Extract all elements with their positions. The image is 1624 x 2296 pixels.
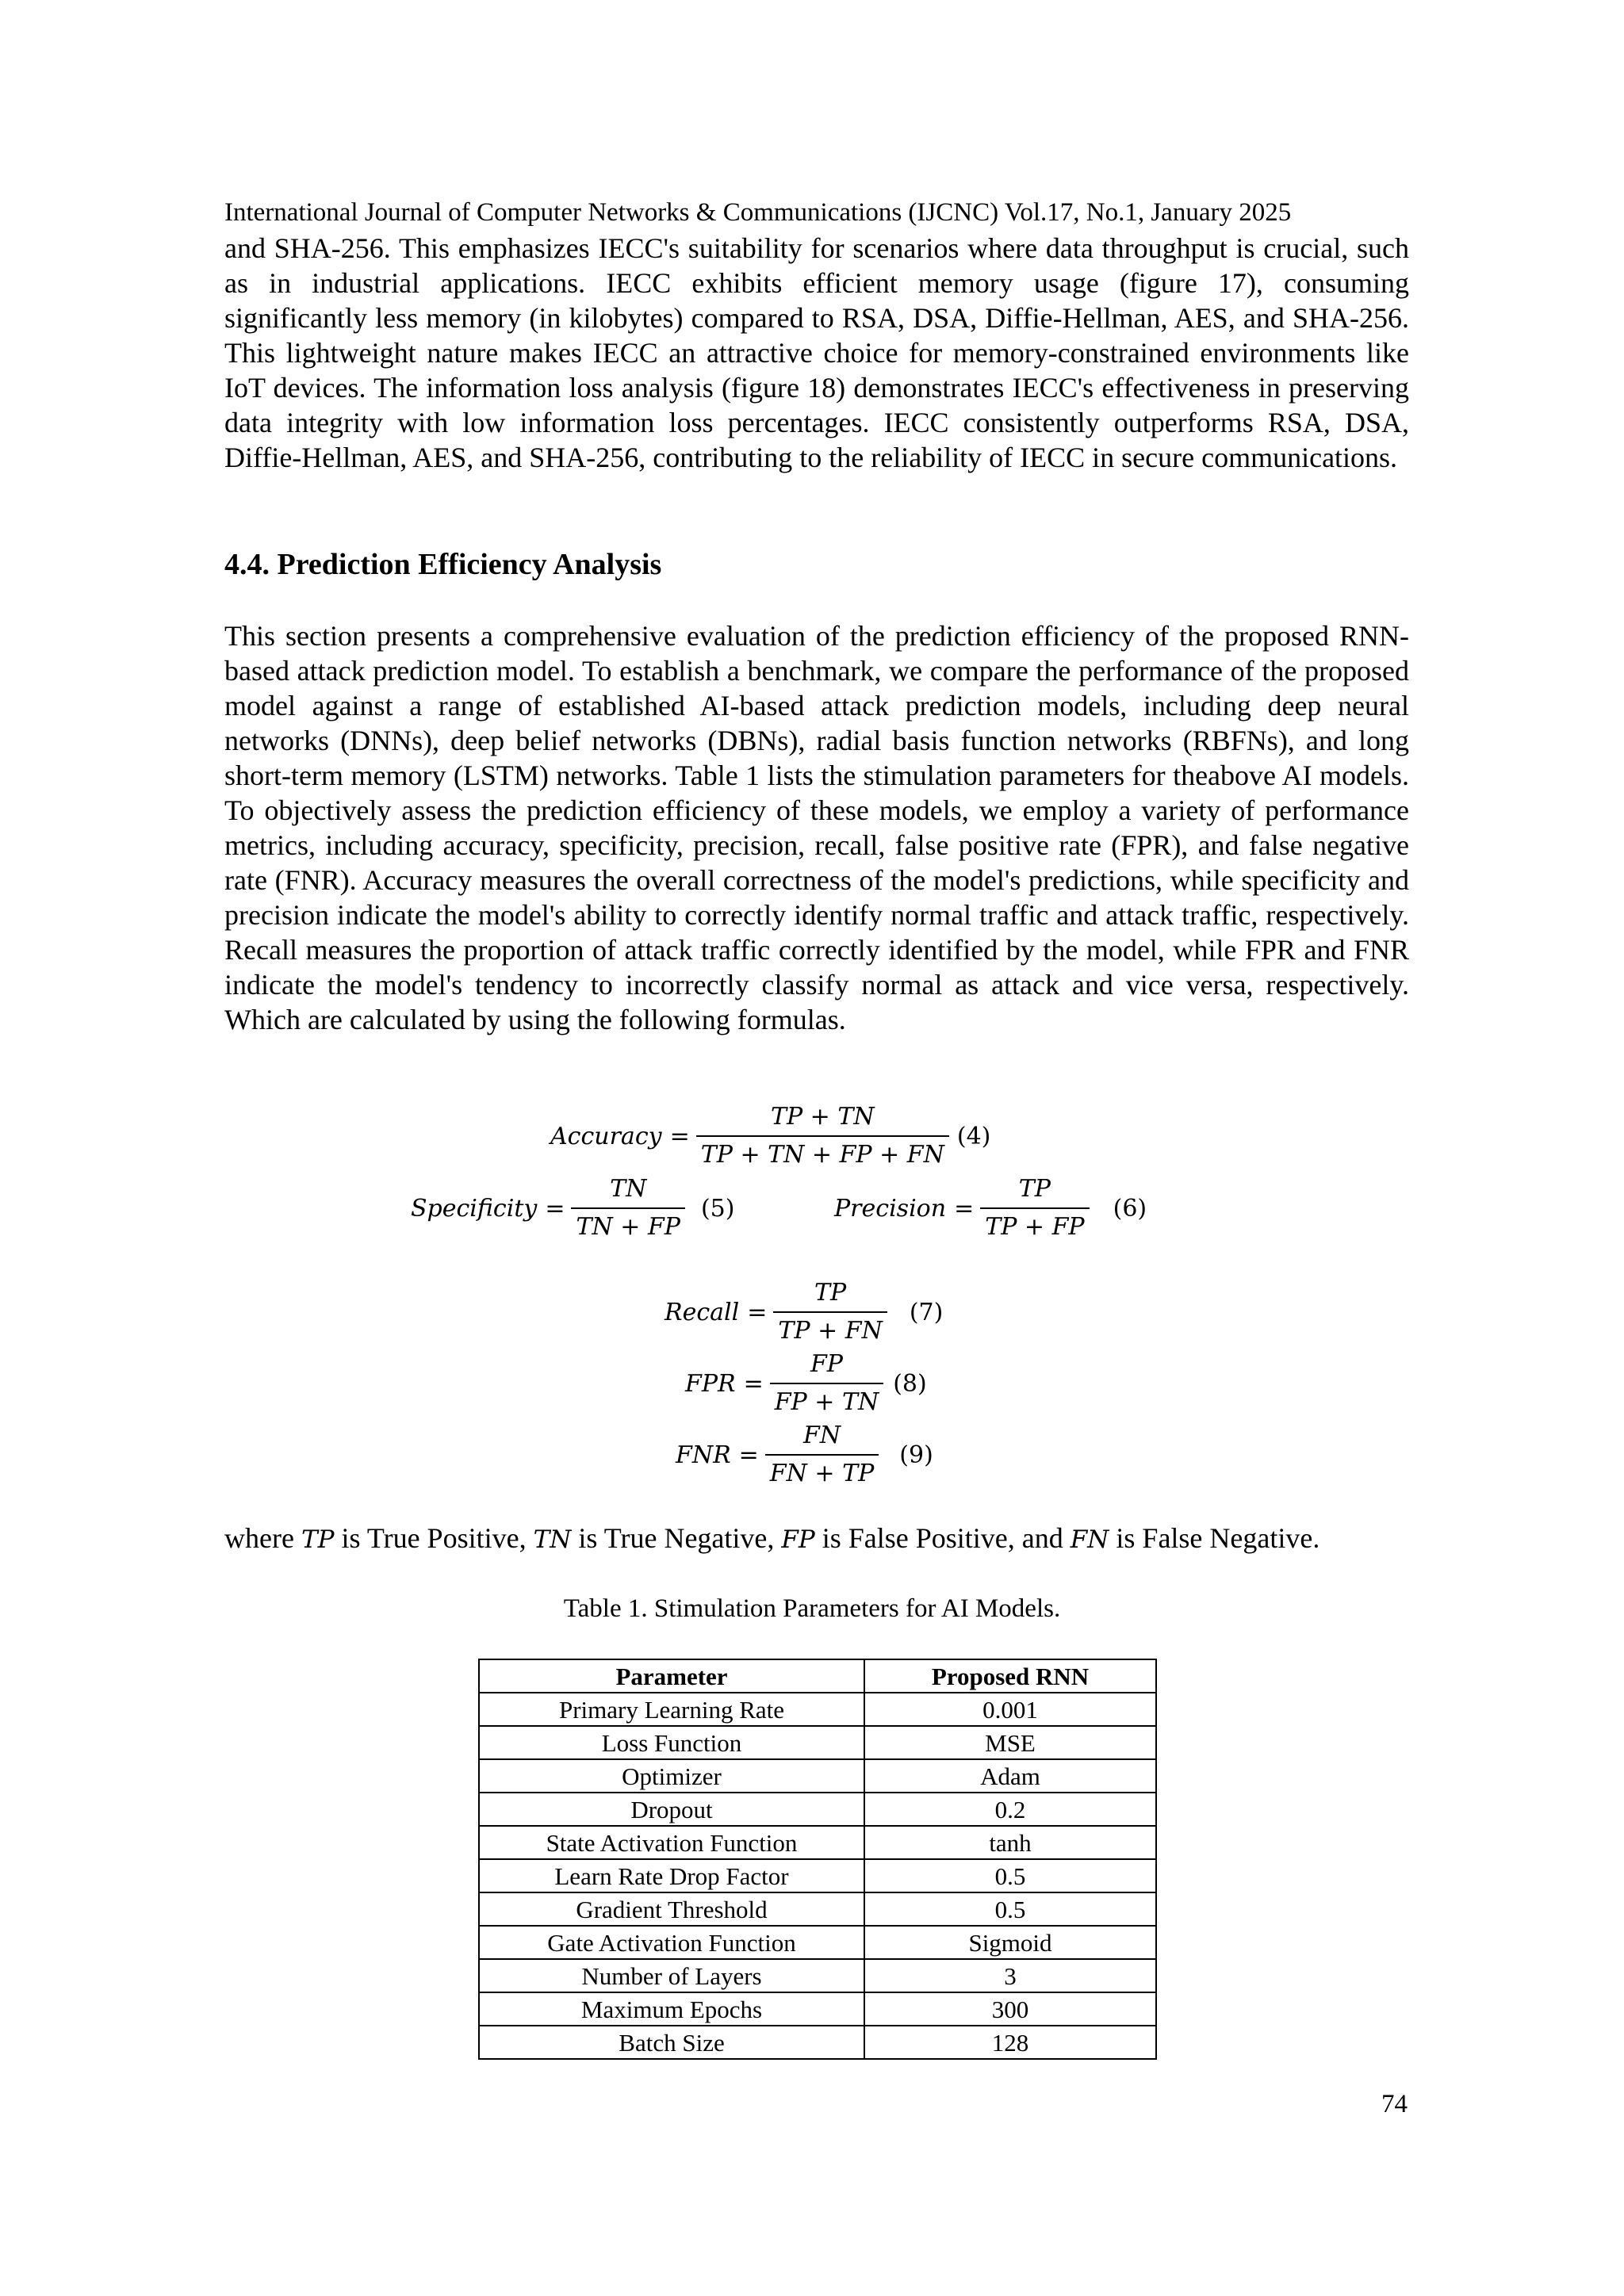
parameter-cell: Loss Function [479, 1726, 864, 1759]
paragraph-prediction-efficiency: This section presents a comprehensive evaluation of the prediction efficiency of the proposed RNN-based attack prediction model. To establish a benchmark, we compare the performance of the proposed model against a range of established AI-based attack prediction models, including deep neural networks (DNNs), deep belief networks (DBNs), radial basis function networks (RBFNs), and long short-term memory (LSTM) networks. Table 1 lists the stimulation parameters for theabove AI models. To objectively assess the prediction efficiency of these models, we employ a variety of performance metrics, including accuracy, specificity, precision, recall, false positive rate (FPR), and false negative rate (FNR). Accuracy measures the overall correctness of the model's predictions, while specificity and precision indicate the model's ability to correctly identify normal traffic and attack traffic, respectively. Recall measures the proportion of attack traffic correctly identified by the model, while FPR and FNR indicate the model's tendency to incorrectly classify normal as attack and vice versa, respectively. Which are calculated by using the following formulas. [224, 620, 1409, 1035]
parameters-table [478, 1659, 1157, 2060]
equation-specificity [411, 1174, 734, 1242]
value-cell: MSE [864, 1726, 1156, 1759]
table-row [479, 1992, 1156, 2026]
value-cell: 0.5 [864, 1892, 1156, 1926]
table-caption: Table 1. Stimulation Parameters for AI Models. [563, 1594, 1061, 1623]
numerator: TN [610, 1175, 647, 1203]
equals-sign: = [954, 1194, 975, 1223]
equation-number: (9) [899, 1441, 933, 1469]
value-cell: tanh [864, 1826, 1156, 1859]
equation-number: (8) [893, 1369, 927, 1398]
equation-lhs: FNR [676, 1441, 731, 1469]
value-cell: 300 [864, 1992, 1156, 2026]
equals-sign: = [669, 1122, 690, 1150]
parameter-cell: Primary Learning Rate [479, 1693, 864, 1726]
value-cell: 0.2 [864, 1793, 1156, 1826]
equation-number: (7) [909, 1298, 944, 1326]
denominator: TP + FP [980, 1207, 1089, 1242]
parameter-cell: Dropout [479, 1793, 864, 1826]
fraction [696, 1102, 949, 1170]
parameter-cell: State Activation Function [479, 1826, 864, 1859]
var-fn: FN [1070, 1525, 1109, 1554]
table-row [479, 2026, 1156, 2059]
fraction [571, 1174, 684, 1242]
equation-recall [665, 1278, 943, 1346]
section-heading: 4.4. Prediction Efficiency Analysis [224, 548, 662, 581]
parameter-cell: Gate Activation Function [479, 1926, 864, 1959]
table-row [479, 1892, 1156, 1926]
equation-accuracy [550, 1102, 990, 1170]
equals-sign: = [743, 1369, 764, 1398]
value-cell: 128 [864, 2026, 1156, 2059]
table-row [479, 1959, 1156, 1992]
variable-definitions: where TP is True Positive, TN is True Negative, FP is False Positive, and FN is False Negative. [224, 1522, 1320, 1554]
column-header: Proposed RNN [864, 1659, 1156, 1693]
equation-lhs: Precision [834, 1194, 947, 1223]
denominator: TN + FP [571, 1207, 684, 1242]
parameter-cell: Gradient Threshold [479, 1892, 864, 1926]
var-tp: TP [301, 1525, 335, 1554]
equation-fnr [676, 1421, 933, 1489]
page-number: 74 [1381, 2090, 1408, 2118]
parameter-cell: Number of Layers [479, 1959, 864, 1992]
equation-lhs: Accuracy [550, 1122, 662, 1150]
table-row [479, 1826, 1156, 1859]
value-cell: 0.001 [864, 1693, 1156, 1726]
fraction [765, 1421, 879, 1489]
table-row [479, 1793, 1156, 1826]
equals-sign: = [738, 1441, 759, 1469]
table-row [479, 1926, 1156, 1959]
equals-sign: = [747, 1298, 768, 1326]
journal-header: International Journal of Computer Networks & Communications (IJCNC) Vol.17, No.1, January 2025 [224, 198, 1292, 227]
equals-sign: = [545, 1194, 565, 1223]
table-row [479, 1693, 1156, 1726]
equation-lhs: Recall [665, 1298, 740, 1326]
value-cell: Sigmoid [864, 1926, 1156, 1959]
value-cell: 3 [864, 1959, 1156, 1992]
equation-number: (4) [956, 1122, 991, 1150]
value-cell: Adam [864, 1759, 1156, 1793]
var-fp: FP [781, 1525, 815, 1554]
denominator: FP + TN [770, 1383, 883, 1418]
numerator: TP [1018, 1175, 1051, 1203]
parameter-cell: Learn Rate Drop Factor [479, 1859, 864, 1892]
equation-number: (6) [1113, 1194, 1147, 1223]
denominator: TP + FN [773, 1311, 887, 1346]
denominator: TP + TN + FP + FN [696, 1135, 949, 1170]
parameter-cell: Maximum Epochs [479, 1992, 864, 2026]
equation-number: (5) [700, 1194, 735, 1223]
table-row [479, 1726, 1156, 1759]
fraction [773, 1278, 887, 1346]
column-header: Parameter [479, 1659, 864, 1693]
fraction [980, 1174, 1089, 1242]
paragraph-iecc-results: and SHA-256. This emphasizes IECC's suitability for scenarios where data throughput is crucial, such as in industrial applications. IECC exhibits efficient memory usage (figure 17), consuming significantly less memory (in kilobytes) compared to RSA, DSA, Diffie-Hellman, AES, and SHA-256. This lightweight nature makes IECC an attractive choice for memory-constrained environments like IoT devices. The information loss analysis (figure 18) demonstrates IECC's effectiveness in preserving data integrity with low information loss percentages. IECC consistently outperforms RSA, DSA, Diffie-Hellman, AES, and SHA-256, contributing to the reliability of IECC in secure communications. [224, 232, 1409, 473]
equation-lhs: FPR [685, 1369, 736, 1398]
var-tn: TN [533, 1525, 572, 1554]
numerator: TP + TN [770, 1103, 875, 1131]
table-row [479, 1859, 1156, 1892]
equation-fpr [685, 1349, 927, 1418]
equation-lhs: Specificity [411, 1194, 538, 1223]
fraction [770, 1349, 883, 1418]
table-header-row [479, 1659, 1156, 1693]
numerator: TP [814, 1279, 847, 1307]
value-cell: 0.5 [864, 1859, 1156, 1892]
numerator: FN [803, 1422, 841, 1449]
denominator: FN + TP [765, 1454, 879, 1489]
numerator: FP [810, 1350, 843, 1378]
table-row [479, 1759, 1156, 1793]
parameter-cell: Batch Size [479, 2026, 864, 2059]
parameter-cell: Optimizer [479, 1759, 864, 1793]
equation-precision [834, 1174, 1147, 1242]
